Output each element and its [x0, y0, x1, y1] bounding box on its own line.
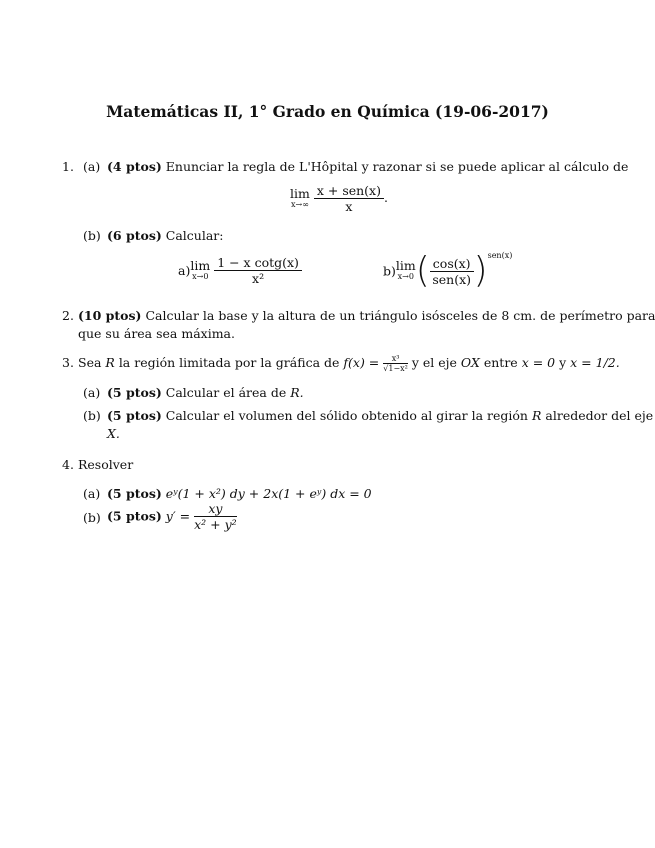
question-2-text-cont: que su área sea máxima.: [78, 326, 235, 341]
question-1-number: 1.: [62, 159, 74, 174]
question-1a-text: [107, 158, 628, 176]
question-4-text: Resolver: [78, 457, 134, 472]
question-3a-label: (a): [83, 385, 101, 400]
question-1a-label: (a): [83, 159, 101, 174]
limit-expression-1a: lim x→∞ $\frac{\text{x + sen(x)}}{x}$ .: [290, 183, 388, 214]
question-1a-statement: Enunciar la regla de L'Hôpital y razonar si se puede aplicar al cálculo de: [165, 159, 629, 174]
question-1b-text: [107, 227, 223, 245]
question-4-number: 4.: [62, 457, 74, 472]
question-3b-label: (b): [83, 408, 101, 423]
question-1b-statement: Calcular:: [165, 228, 224, 243]
question-2-text: (10 ptos) Calcular la base y la altura de un triángulo isósceles de 8 cm. de perímetro para: [78, 308, 655, 323]
limit-fraction: $\frac{\text{x + sen(x)}}{x}$: [314, 183, 384, 214]
question-1b-label: (b): [83, 228, 101, 243]
limit-expression-b: b)lim x→0 ( $\frac{\cos(x)}{\text{sen(x)}}$ )$^{sen(x)}$: [383, 250, 513, 291]
page-title: Matemáticas II, 1° Grado en Química (19-06-2017): [106, 102, 549, 121]
question-3b-text: (5 ptos) Calcular el volumen del sólido obtenido al girar la región R alrededor del eje: [107, 408, 654, 423]
question-3-text: Sea R la región limitada por la gráfica de f(x) = $\frac{\text{x³}}{\text{√1−x²}}$ y el eje OX entre x = 0 y x = 1/2.: [78, 354, 620, 373]
question-2-number: 2.: [62, 308, 74, 323]
limit-expression-a: a)lim x→0 $\frac{\text{1 − x cotg(x)}}{\text{x²}}$: [178, 255, 302, 286]
question-4a-label: (a): [83, 486, 101, 501]
question-2-points: (10 ptos): [78, 308, 142, 323]
question-3b-text-cont: X.: [107, 426, 120, 441]
limit-operator: lim x→∞: [290, 185, 310, 209]
question-4b-text: (5 ptos) y′ = $\frac{xy}{\text{x² + y²}}$: [107, 501, 237, 532]
question-4a-text: (5 ptos) eʸ(1 + x²) dy + 2x(1 + eʸ) dx = 0: [107, 486, 372, 501]
question-1b-points: (6 ptos): [107, 228, 162, 243]
question-3-number: 3.: [62, 355, 74, 370]
question-1a-points: (4 ptos): [107, 159, 162, 174]
question-3a-text: (5 ptos) Calcular el área de R.: [107, 385, 304, 400]
question-4b-label: (b): [83, 510, 101, 525]
